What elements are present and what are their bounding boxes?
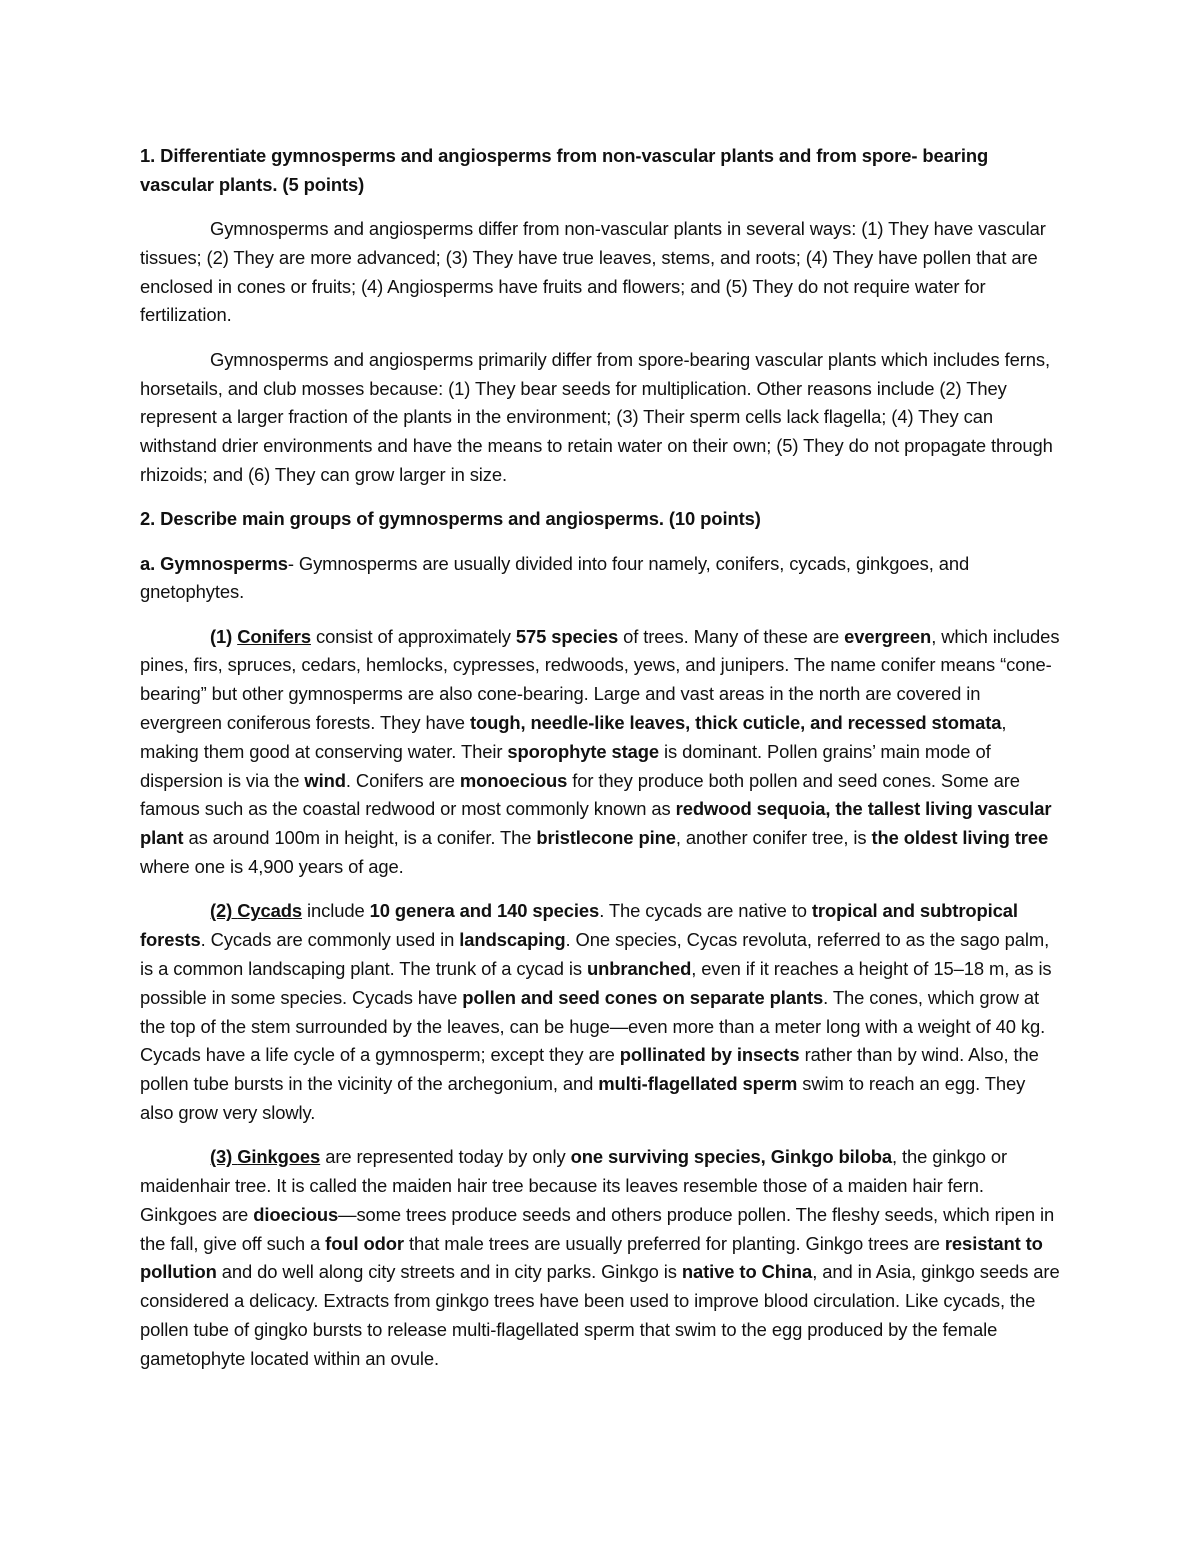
cycads-bold-6: pollinated by insects (619, 1044, 800, 1066)
conifers-text-9: , another conifer tree, is (675, 827, 872, 849)
conifers-text-7: for they produce both pollen and seed cones. Some are famous such as the coastal redwood or most commonly known as (140, 769, 1020, 820)
cycads-text-6: . The cones, which grow at the top of the stem surrounded by the leaves, can be huge—even more than a meter long with a weight of 40 kg. Cycads have a life cycle of a gymnosperm; except they are (140, 986, 1046, 1066)
cycads-bold-1: 10 genera and 140 species (369, 900, 600, 922)
ginkgoes-bold-1: one surviving species, Ginkgo biloba (570, 1146, 893, 1168)
cycads-bold-7: multi-flagellated sperm (598, 1073, 798, 1095)
cycads-bold-5: pollen and seed cones on separate plants (462, 986, 824, 1008)
cycads-number: (2) (210, 900, 238, 922)
conifers-bold-5: wind (304, 769, 346, 791)
cycads-text-2: . The cycads are native to (599, 900, 812, 922)
question-2-title: 2. Describe main groups of gymnosperms and angiosperms. (10 points) (140, 508, 761, 530)
conifers-bold-9: the oldest living tree (871, 827, 1049, 849)
conifers-text-2: of trees. Many of these are (618, 625, 845, 647)
conifers-bold-4: sporophyte stage (507, 740, 660, 762)
conifers-bold-1: 575 species (515, 625, 619, 647)
gymnosperms-intro (140, 550, 1062, 608)
ginkgoes-bold-3: foul odor (325, 1232, 404, 1254)
conifers-bold-8: bristlecone pine (536, 827, 676, 849)
cycads-paragraph (140, 897, 1062, 1127)
conifers-text-1: consist of approximately (310, 625, 516, 647)
ginkgoes-text-5: and do well along city streets and in city parks. Ginkgo is (216, 1261, 682, 1283)
conifers-text-5: is dominant. Pollen grains’ main mode of dispersion is via the (140, 740, 991, 791)
conifers-bold-6: monoecious (459, 769, 568, 791)
cycads-bold-4: unbranched (587, 957, 692, 979)
conifers-bold-7: redwood sequoia, the tallest living vascular plant (140, 798, 1052, 849)
q1-paragraph-1: Gymnosperms and angiosperms differ from non-vascular plants in several ways: (1) They have vascular tissues; (2) They are more advanced; (3) They have true leaves, stems, and roots; (4) They have pollen that are enclosed in cones or fruits; (4) Angiosperms have fruits and flowers; and (5) They do not require water for fertilization. (140, 218, 1046, 326)
q1-paragraph-2: Gymnosperms and angiosperms primarily differ from spore-bearing vascular plants which includes ferns, horsetails, and club mosses because: (1) They bear seeds for multiplication. Other reasons include (2) They represent a larger fraction of the plants in the environment; (3) Their sperm cells lack flagella; (4) They can withstand drier environments and have the means to retain water on their own; (5) They do not propagate through rhizoids; and (6) They can grow larger in size. (140, 348, 1053, 485)
question-1-title: 1. Differentiate gymnosperms and angiosperms from non-vascular plants and from spore- bearing vascular plants. (5 points) (140, 145, 989, 195)
cycads-bold-3: landscaping (459, 929, 566, 951)
cycads-text-5: , even if it reaches a height of 15–18 m, as is possible in some species. Cycads have (140, 957, 1052, 1008)
cycads-text-7: rather than by wind. Also, the pollen tube bursts in the vicinity of the archegonium, and (140, 1044, 1039, 1095)
ginkgoes-bold-2: dioecious (253, 1203, 339, 1225)
ginkgoes-number: (3) (210, 1146, 238, 1168)
cycads-bold-2: tropical and subtropical forests (140, 900, 1018, 951)
cycads-text-4: . One species, Cycas revoluta, referred to as the sago palm, is a common landscaping plant. The trunk of a cycad is (140, 929, 1050, 979)
conifers-text-4: , making them good at conserving water. Their (140, 712, 1007, 762)
conifers-text-3: , which includes pines, firs, spruces, cedars, hemlocks, cypresses, redwoods, yews, and junipers. The name conifer means “cone-bearing” but other gymnosperms are also cone-bearing. Large and vast areas in the north are covered in evergreen coniferous forests. They have (140, 625, 1060, 734)
conifers-text-6: . Conifers are (345, 769, 460, 791)
ginkgoes-text-1: are represented today by only (320, 1146, 571, 1168)
conifers-number: (1) (210, 625, 238, 647)
cycads-text-3: . Cycads are commonly used in (200, 929, 460, 951)
conifers-bold-3: tough, needle-like leaves, thick cuticle, and recessed stomata (469, 712, 1002, 734)
conifers-text-10: where one is 4,900 years of age. (140, 856, 404, 878)
ginkgoes-bold-4: resistant to pollution (140, 1232, 1043, 1283)
conifers-text-8: as around 100m in height, is a conifer. The (183, 827, 537, 849)
conifers-heading: Conifers (237, 625, 311, 647)
conifers-paragraph (140, 623, 1062, 882)
gymnosperms-intro-text: - Gymnosperms are usually divided into four namely, conifers, cycads, ginkgoes, and gnetophytes. (140, 552, 970, 603)
ginkgoes-text-2: , the ginkgo or maidenhair tree. It is called the maiden hair tree because its leaves resemble those of a maiden hair fern. Ginkgoes are (140, 1146, 1008, 1225)
cycads-text-8: swim to reach an egg. They also grow very slowly. (140, 1073, 1026, 1123)
ginkgoes-paragraph (140, 1143, 1062, 1373)
ginkgoes-text-6: , and in Asia, ginkgo seeds are considered a delicacy. Extracts from ginkgo trees have been used to improve blood circulation. Like cycads, the pollen tube of gingko bursts to release multi-flagellated sperm that swim to the egg produced by the female gametophyte located within an ovule. (140, 1261, 1060, 1369)
ginkgoes-text-3: —some trees produce seeds and others produce pollen. The fleshy seeds, which ripen in the fall, give off such a (140, 1203, 1055, 1254)
ginkgoes-bold-5: native to China (681, 1261, 813, 1283)
ginkgoes-text-4: that male trees are usually preferred for planting. Ginkgo trees are (403, 1232, 945, 1254)
gymnosperms-label: a. Gymnosperms (140, 552, 288, 574)
cycads-text-1: include (302, 900, 370, 922)
ginkgoes-heading: Ginkgoes (237, 1146, 321, 1168)
cycads-heading: Cycads (237, 900, 303, 922)
conifers-bold-2: evergreen (844, 625, 932, 647)
